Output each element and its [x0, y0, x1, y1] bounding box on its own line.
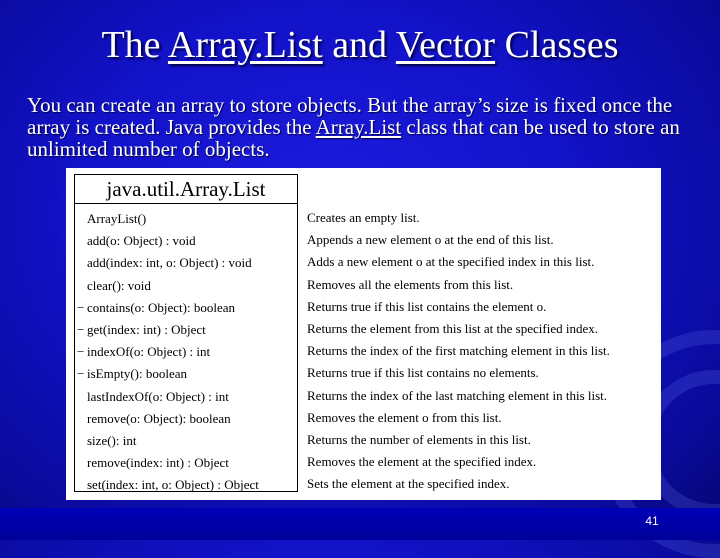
uml-description: Removes the element at the specified index.	[307, 454, 537, 470]
uml-description: Appends a new element o at the end of this list.	[307, 232, 554, 248]
uml-method: ArrayList()	[87, 211, 147, 226]
uml-description: Creates an empty list.	[307, 210, 420, 225]
uml-method: clear(): void	[87, 277, 151, 293]
uml-description: Sets the element at the specified index.	[307, 476, 510, 492]
slide-number: 41	[645, 514, 659, 528]
uml-description: Returns true if this list contains no elements.	[307, 365, 539, 381]
uml-method: set(index: int, o: Object) : Object	[87, 477, 259, 493]
uml-description: Returns true if this list contains the element o.	[307, 298, 547, 314]
uml-description: Removes all the elements from this list.	[307, 276, 514, 292]
uml-diagram-panel	[66, 168, 661, 500]
slide-body-text: You can create an array to store objects. But the array’s size is fixed once the array is created. Java provides the Array.List class that can be used to store an unlimited number of objects.	[27, 93, 680, 161]
uml-description: Returns the index of the last matching element in this list.	[307, 387, 608, 403]
uml-description: Removes the element o from this list.	[307, 409, 502, 425]
uml-method: add(index: int, o: Object) : void	[87, 255, 252, 271]
uml-description-list	[307, 207, 657, 495]
method-marker: −	[77, 299, 85, 315]
arraylist-link[interactable]: Array.List	[315, 115, 402, 139]
uml-method: add(o: Object) : void	[87, 233, 196, 249]
uml-method: − get(index: int) : Object	[75, 319, 297, 341]
method-marker: −	[77, 344, 85, 360]
bottom-bar	[0, 508, 720, 540]
uml-description: Returns the index of the first matching element in this list.	[307, 343, 610, 359]
uml-description: Returns the element from this list at the specified index.	[307, 320, 598, 336]
uml-method: size(): int	[87, 432, 137, 448]
uml-method: − isEmpty(): boolean	[75, 363, 297, 385]
uml-method: − contains(o: Object): boolean	[75, 297, 297, 319]
method-marker: −	[77, 321, 85, 337]
uml-description: Returns the number of elements in this list.	[307, 431, 531, 447]
uml-method-list	[75, 208, 297, 496]
uml-class-name: java.util.Array.List	[75, 175, 297, 204]
uml-method: remove(o: Object): boolean	[87, 410, 231, 426]
uml-method: lastIndexOf(o: Object) : int	[87, 388, 229, 404]
uml-method: − indexOf(o: Object) : int	[75, 341, 297, 363]
method-marker: −	[77, 366, 85, 382]
uml-class-box	[74, 174, 298, 492]
uml-description: Adds a new element o at the specified index in this list.	[307, 254, 595, 270]
slide-title: The Array.List and Vector Classes	[101, 24, 619, 66]
uml-method: remove(index: int) : Object	[87, 455, 229, 471]
